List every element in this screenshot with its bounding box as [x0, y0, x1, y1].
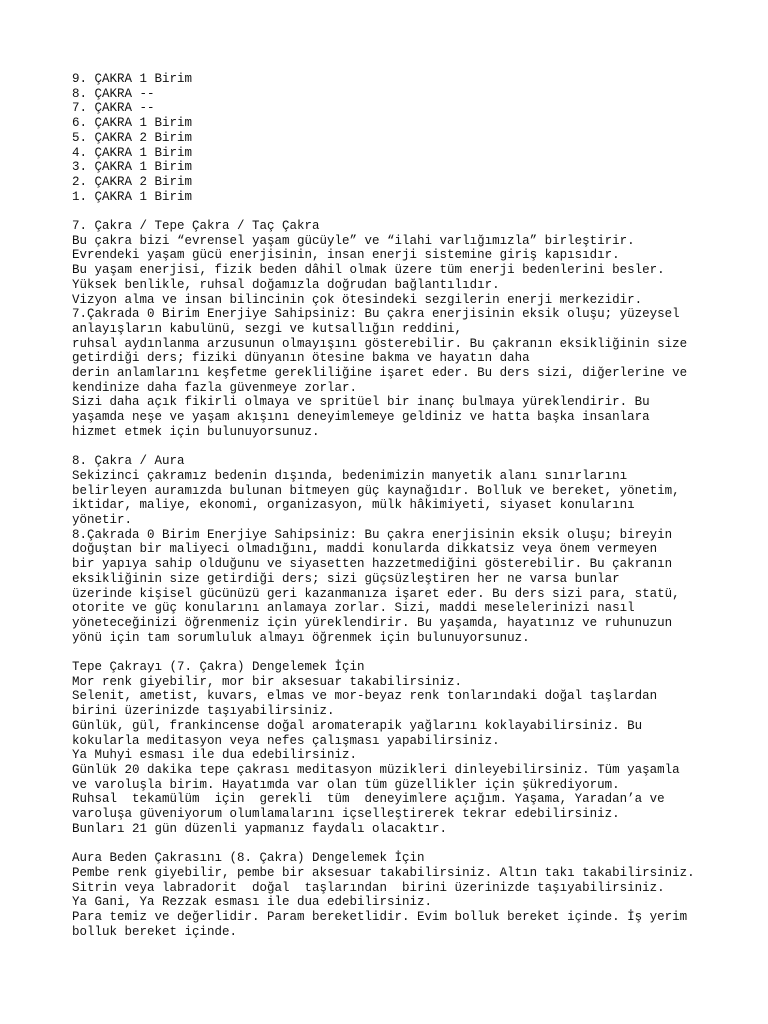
- chakra-list-line: 6. ÇAKRA 1 Birim: [72, 116, 193, 131]
- paragraph-line: birini üzerinizde taşıyabilirsiniz.: [72, 704, 335, 719]
- paragraph-line: Vizyon alma ve insan bilincinin çok ötesindeki sezgilerin enerji merkezidir.: [72, 292, 643, 307]
- chakra-list-line: 9. ÇAKRA 1 Birim: [72, 72, 193, 86]
- paragraph-line: eksikliğinin size getirdiği ders; sizi güçsüzleştiren her ne varsa bunlar: [72, 571, 620, 586]
- paragraph-line: yönü için tam sorumluluk almayı öğrenmek için bulunuyorsunuz.: [72, 630, 530, 645]
- paragraph-line: Selenit, ametist, kuvars, elmas ve mor-beyaz renk tonlarındaki doğal taşlardan: [72, 689, 658, 704]
- paragraph-line: Sizi daha açık fikirli olmaya ve spritüel bir inanç bulmaya yüreklendirir. Bu: [72, 395, 650, 410]
- paragraph-line: Bu yaşam enerjisi, fizik beden dâhil olmak üzere tüm enerji bedenlerini besler.: [72, 263, 665, 278]
- paragraph-line: üzerinde kişisel gücünüzü geri kazanmanıza işaret eder. Bu ders sizi para, statü,: [72, 586, 680, 601]
- balance-7-section: [72, 660, 712, 836]
- paragraph-line: 8.Çakrada 0 Birim Enerjiye Sahipsiniz: Bu çakra enerjisinin eksik oluşu; bireyin: [72, 527, 673, 542]
- chakra-7-section: [72, 219, 712, 440]
- paragraph-line: otorite ve güç konularını anlamaya zorlar. Sizi, maddi meselelerinizi nasıl: [72, 601, 635, 616]
- paragraph-line: Ya Muhyi esması ile dua edebilirsiniz.: [72, 748, 358, 763]
- paragraph-line: Para temiz ve değerlidir. Param bereketlidir. Evim bolluk bereket içinde. İş yerim: [72, 910, 688, 925]
- section-heading: 8. Çakra / Aura: [72, 454, 185, 469]
- paragraph-line: belirleyen auramızda bulunan bitmeyen güç kaynağıdır. Bolluk ve bereket, yönetim,: [72, 483, 680, 498]
- paragraph-line: kendinize daha fazla güvenmeye zorlar.: [72, 380, 358, 395]
- paragraph-line: Ya Gani, Ya Rezzak esması ile dua edebilirsiniz.: [72, 895, 433, 910]
- paragraph-line: anlayışların kabulünü, sezgi ve kutsallığın reddini,: [72, 321, 463, 336]
- chakra-list-line: 7. ÇAKRA --: [72, 101, 155, 116]
- paragraph-line: Pembe renk giyebilir, pembe bir aksesuar takabilirsiniz. Altın takı takabilirsiniz.: [72, 865, 695, 880]
- paragraph-line: Sitrin veya labradorit doğal taşlarından birini üzerinizde taşıyabilirsiniz.: [72, 880, 665, 895]
- paragraph-line: Günlük, gül, frankincense doğal aromaterapik yağlarını koklayabilirsiniz. Bu: [72, 718, 643, 733]
- paragraph-line: 7.Çakrada 0 Birim Enerjiye Sahipsiniz: Bu çakra enerjisinin eksik oluşu; yüzeysel: [72, 307, 680, 322]
- paragraph-line: yöneteceğinizi öğrenmeniz için yüreklendirir. Bu yaşamda, hayatınız ve ruhunuzun: [72, 615, 673, 630]
- paragraph-line: Mor renk giyebilir, mor bir aksesuar takabilirsiniz.: [72, 674, 463, 689]
- paragraph-line: kokularla meditasyon veya nefes çalışması yapabilirsiniz.: [72, 733, 500, 748]
- paragraph-line: Yüksek benlikle, ruhsal doğamızla doğrudan bağlantılıdır.: [72, 277, 500, 292]
- paragraph-line: Ruhsal tekamülüm için gerekli tüm deneyimlere açığım. Yaşama, Yaradan’a ve: [72, 792, 665, 807]
- paragraph-line: getirdiği ders; fiziki dünyanın ötesine bakma ve hayatın daha: [72, 351, 530, 366]
- paragraph-line: ruhsal aydınlanma arzusunun olmayışını gösterebilir. Bu çakranın eksikliğinin size: [72, 336, 688, 351]
- chakra-list-line: 8. ÇAKRA --: [72, 86, 155, 101]
- section-heading: Aura Beden Çakrasını (8. Çakra) Dengelemek İçin: [72, 851, 425, 866]
- section-heading: Tepe Çakrayı (7. Çakra) Dengelemek İçin: [72, 660, 365, 675]
- paragraph-line: hizmet etmek için bulunuyorsunuz.: [72, 424, 320, 439]
- chakra-list-line: 3. ÇAKRA 1 Birim: [72, 160, 193, 175]
- paragraph-line: derin anlamlarını keşfetme gerekliliğine işaret eder. Bu ders sizi, diğerlerine ve: [72, 366, 688, 381]
- paragraph-line: Evrendeki yaşam gücü enerjisinin, insan enerji sistemine giriş kapısıdır.: [72, 248, 620, 263]
- chakra-list-line: 4. ÇAKRA 1 Birim: [72, 145, 193, 160]
- paragraph-line: ve varoluşla birim. Hayatımda var olan tüm güzellikler için şükrediyorum.: [72, 777, 620, 792]
- paragraph-line: Günlük 20 dakika tepe çakrası meditasyon müzikleri dinleyebilirsiniz. Tüm yaşamla: [72, 763, 680, 777]
- chakra-list-line: 1. ÇAKRA 1 Birim: [72, 189, 193, 204]
- section-heading: 7. Çakra / Tepe Çakra / Taç Çakra: [72, 219, 320, 234]
- chakra-list-section: [72, 72, 712, 204]
- paragraph-line: bolluk bereket içinde.: [72, 924, 238, 939]
- paragraph-line: Bu çakra bizi “evrensel yaşam gücüyle” ve “ilahi varlığımızla” birleştirir.: [72, 233, 635, 248]
- document-page: [72, 72, 712, 939]
- paragraph-line: varoluşa güveniyorum olumlamalarını içselleştirerek tekrar edebilirsiniz.: [72, 807, 620, 822]
- chakra-list-line: 5. ÇAKRA 2 Birim: [72, 130, 193, 145]
- paragraph-line: doğuştan bir maliyeci olmadığını, maddi konularda dikkatsiz veya önem vermeyen: [72, 542, 658, 557]
- paragraph-line: yaşamda neşe ve yaşam akışını deneyimlemeye geldiniz ve hatta başka insanlara: [72, 410, 650, 425]
- paragraph-line: Sekizinci çakramız bedenin dışında, bedenimizin manyetik alanı sınırlarını: [72, 468, 628, 483]
- paragraph-line: iktidar, maliye, ekonomi, organizasyon, mülk hâkimiyeti, siyaset konularını: [72, 498, 635, 513]
- balance-8-section: [72, 851, 712, 939]
- chakra-list-line: 2. ÇAKRA 2 Birim: [72, 174, 193, 189]
- paragraph-line: bir yapıya sahip olduğunu ve siyasetten hazzetmediğini gösterebilir. Bu çakranın: [72, 557, 673, 572]
- paragraph-line: yönetir.: [72, 513, 133, 528]
- chakra-8-section: [72, 454, 712, 645]
- paragraph-line: Bunları 21 gün düzenli yapmanız faydalı olacaktır.: [72, 821, 448, 836]
